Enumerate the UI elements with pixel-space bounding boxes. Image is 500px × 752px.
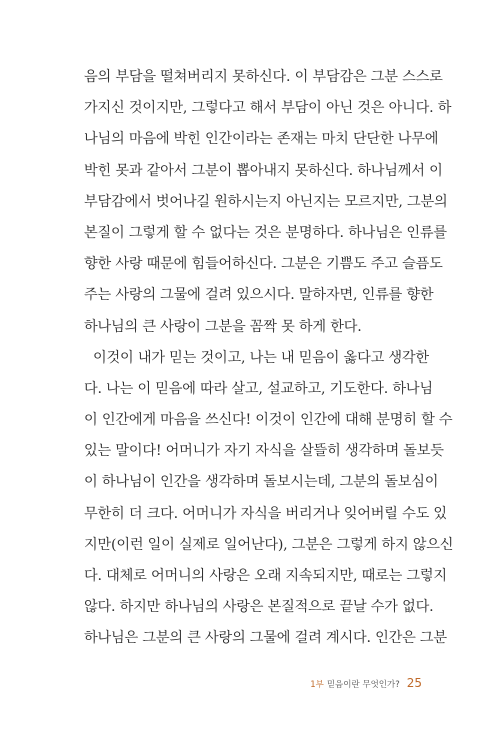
text-line: 부담감에서 벗어나길 원하시는지 아닌지는 모르지만, 그분의: [84, 193, 448, 210]
text-line: 본질이 그렇게 할 수 없다는 것은 분명하다. 하나님은 인류를: [84, 224, 447, 241]
footer-section-title: 믿음이란 무엇인가?: [326, 680, 400, 690]
text-line: 박힌 못과 같아서 그분이 뽑아내지 못하신다. 하나님께서 이: [84, 162, 443, 179]
text-line: 이것이 내가 믿는 것이고, 나는 내 믿음이 옳다고 생각한: [93, 349, 429, 366]
text-line: 이 하나님이 인간을 생각하며 돌보시는데, 그분의 돌보심이: [84, 474, 439, 491]
text-line: 다. 대체로 어머니의 사랑은 오래 지속되지만, 때로는 그렇지: [84, 568, 447, 584]
page-number: 25: [406, 676, 422, 690]
text-line: 있는 말이다! 어머니가 자기 자식을 살뜰히 생각하며 돌보듯: [84, 443, 444, 460]
text-line: 않다. 하지만 하나님의 사랑은 본질적으로 끝날 수가 없다.: [84, 599, 434, 616]
body-text: [84, 62, 454, 655]
footer-part-label: 1부: [310, 680, 324, 690]
text-line: 이 인간에게 마음을 쓰신다! 이것이 인간에 대해 분명히 할 수: [84, 412, 453, 429]
text-line: 향한 사랑 때문에 힘들어하신다. 그분은 기쁨도 주고 슬픔도: [84, 256, 443, 273]
text-line: 지만(이런 일이 실제로 일어난다), 그분은 그렇게 하지 않으신: [84, 536, 454, 553]
text-line: 나님의 마음에 박힌 인간이라는 존재는 마치 단단한 나무에: [84, 131, 439, 148]
text-line: 음의 부담을 떨쳐버리지 못하신다. 이 부담감은 그분 스스로: [84, 69, 443, 85]
text-line: 주는 사랑의 그물에 걸려 있으시다. 말하자면, 인류를 향한: [84, 287, 434, 304]
text-line: 하나님의 큰 사랑이 그분을 꼼짝 못 하게 한다.: [84, 318, 362, 335]
page-footer: [310, 676, 422, 690]
text-line: 하나님은 그분의 큰 사랑의 그물에 걸려 계시다. 인간은 그분: [84, 630, 447, 647]
text-line: 다. 나는 이 믿음에 따라 살고, 설교하고, 기도한다. 하나님: [84, 380, 433, 397]
text-line: 무한히 더 크다. 어머니가 자식을 버리거나 잊어버릴 수도 있: [84, 505, 447, 522]
text-line: 가지신 것이지만, 그렇다고 해서 부담이 아닌 것은 아니다. 하: [84, 100, 452, 117]
